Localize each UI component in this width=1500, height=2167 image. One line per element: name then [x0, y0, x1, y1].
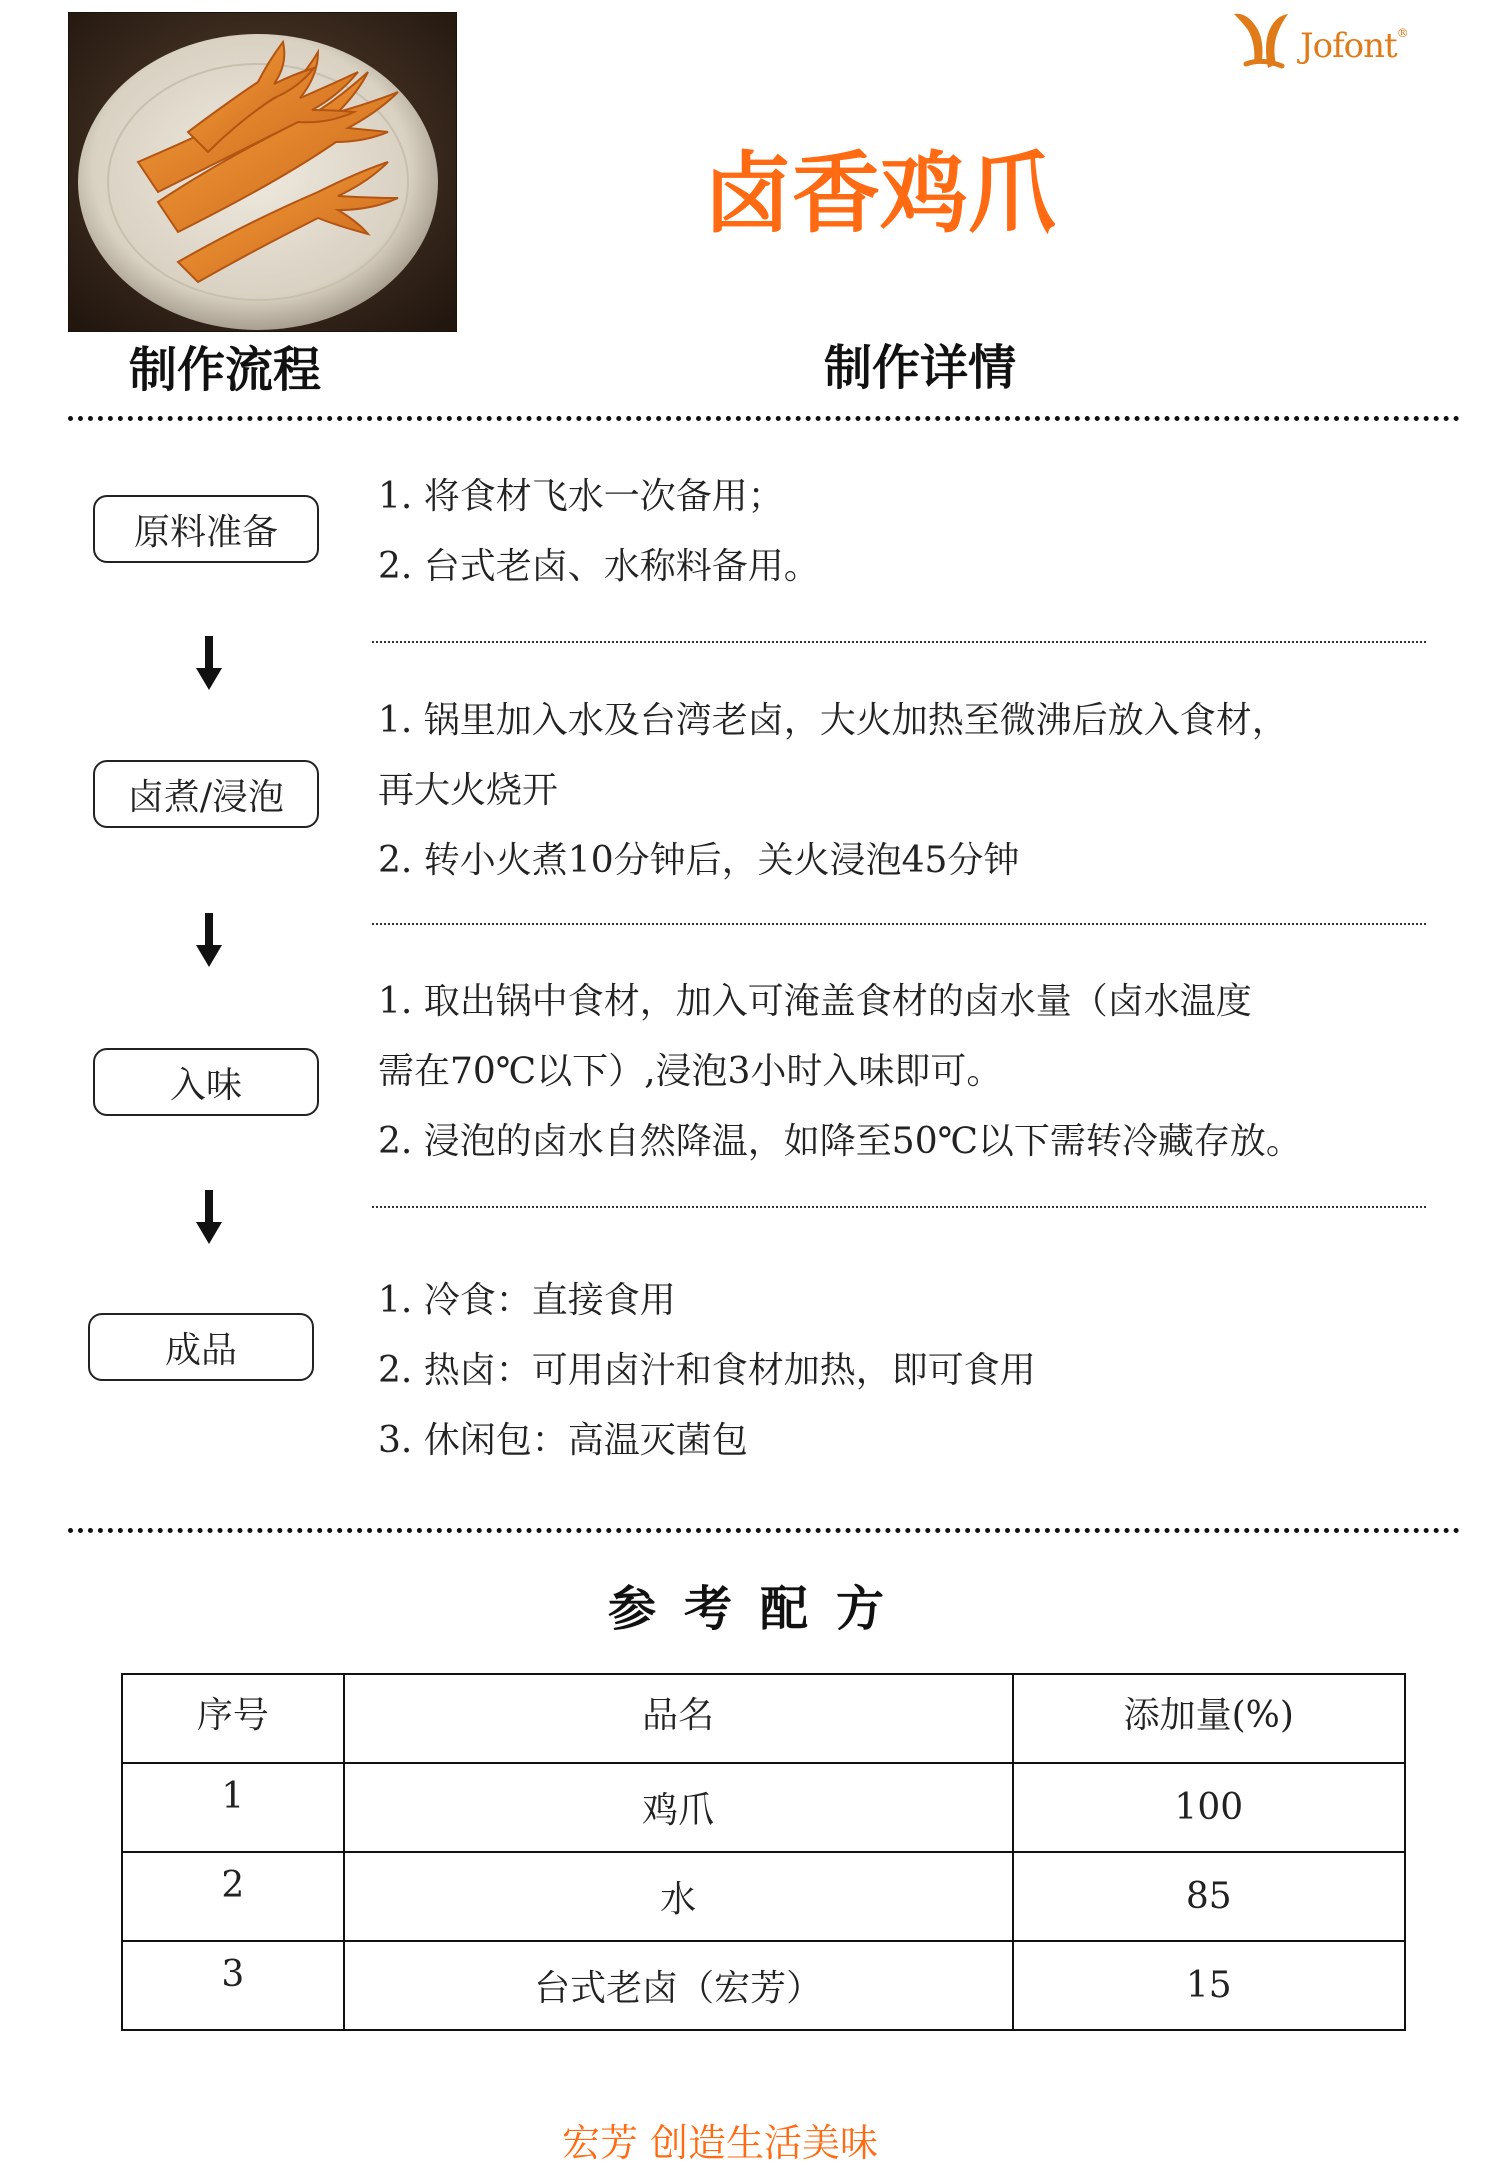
step-box-ingredients [93, 495, 319, 563]
detail-line: 1. 将食材飞水一次备用； [378, 476, 784, 517]
table-cell: 100 [1013, 1763, 1405, 1852]
step-label: 成品 [164, 1329, 237, 1371]
column-header: 序号 [122, 1674, 344, 1763]
brand-logo [1224, 4, 1424, 76]
brand-logo-icon [1228, 8, 1298, 74]
arrow-down-icon [194, 913, 224, 967]
step-details-braise [378, 686, 1288, 896]
process-header: 制作流程 [128, 342, 321, 398]
detail-line: 1. 冷食：直接食用 [378, 1280, 676, 1321]
step-label: 原料准备 [133, 511, 278, 553]
table-cell: 台式老卤（宏芳） [344, 1941, 1013, 2030]
product-photo [68, 12, 457, 332]
detail-line: 1. 取出锅中食材，加入可淹盖食材的卤水量（卤水温度 [378, 981, 1252, 1022]
detail-line: 2. 台式老卤、水称料备用。 [378, 546, 820, 587]
detail-line: 3. 休闲包：高温灭菌包 [378, 1420, 748, 1461]
arrow-down-icon [194, 636, 224, 690]
details-header: 制作详情 [823, 340, 1016, 396]
step-divider [372, 923, 1426, 925]
column-header: 品名 [344, 1674, 1013, 1763]
step-details-finished [378, 1266, 1036, 1476]
detail-line: 1. 锅里加入水及台湾老卤，大火加热至微沸后放入食材， [378, 700, 1288, 741]
table-cell: 2 [122, 1852, 344, 1941]
step-box-braise [93, 760, 319, 828]
step-details-marinate [378, 967, 1302, 1177]
column-header: 添加量(%) [1013, 1674, 1405, 1763]
table-header-row [122, 1674, 1405, 1763]
table-cell: 水 [344, 1852, 1013, 1941]
header-divider [68, 416, 1460, 421]
table-cell: 1 [122, 1763, 344, 1852]
step-divider [372, 641, 1426, 643]
table-cell: 15 [1013, 1941, 1405, 2030]
detail-line: 需在70℃以下）,浸泡3小时入味即可。 [378, 1051, 1003, 1092]
detail-line: 2. 转小火煮10分钟后，关火浸泡45分钟 [378, 840, 1020, 881]
table-row [122, 1941, 1405, 2030]
section-divider [68, 1528, 1460, 1533]
footer-slogan: 宏芳 创造生活美味 [561, 2121, 879, 2165]
page-title: 卤香鸡爪 [703, 142, 1056, 245]
table-cell: 85 [1013, 1852, 1405, 1941]
arrow-down-icon [194, 1190, 224, 1244]
formula-table [121, 1673, 1406, 2031]
step-box-finished [88, 1313, 314, 1381]
table-row [122, 1852, 1405, 1941]
step-label: 卤煮/浸泡 [127, 776, 285, 818]
step-box-marinate [93, 1048, 319, 1116]
brand-logo-text: Jofont® [1300, 26, 1408, 66]
detail-line: 2. 浸泡的卤水自然降温，如降至50℃以下需转冷藏存放。 [378, 1121, 1302, 1162]
table-cell: 鸡爪 [344, 1763, 1013, 1852]
table-row [122, 1763, 1405, 1852]
step-label: 入味 [169, 1064, 242, 1106]
detail-line: 2. 热卤：可用卤汁和食材加热，即可食用 [378, 1350, 1036, 1391]
detail-line: 再大火烧开 [378, 770, 559, 811]
formula-title: 参考配方 [607, 1581, 912, 1637]
table-cell: 3 [122, 1941, 344, 2030]
step-divider [372, 1206, 1426, 1208]
step-details-ingredients [378, 462, 820, 602]
